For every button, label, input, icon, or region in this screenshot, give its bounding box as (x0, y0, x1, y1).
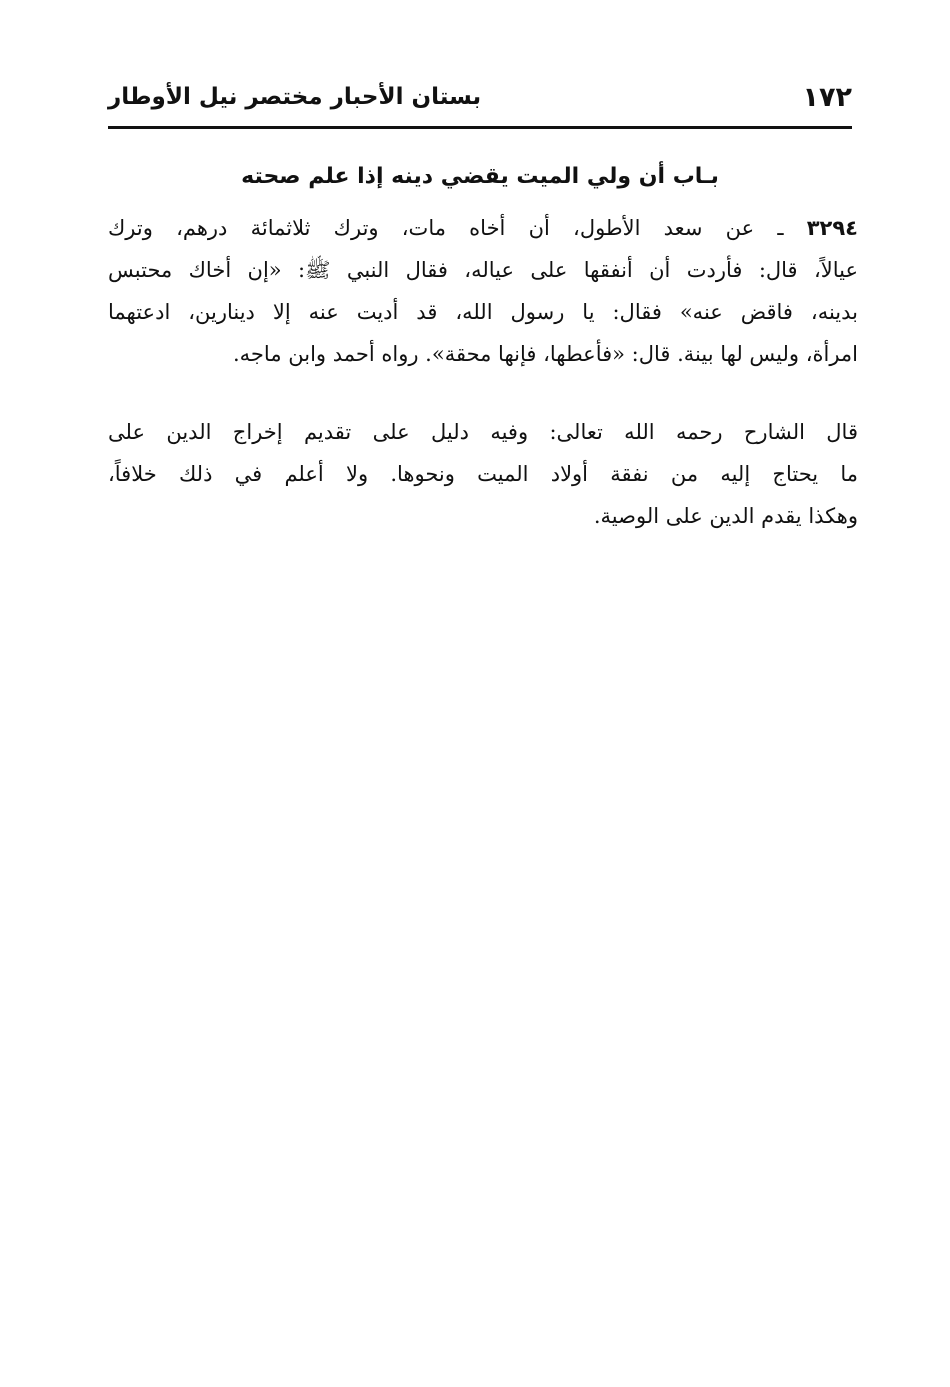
page-number: ١٧٢ (802, 82, 852, 113)
commentary-line: ما يحتاج إليه من نفقة أولاد الميت ونحوها. ولا أعلم في ذلك خلافاً، (108, 462, 858, 486)
hadith-line (108, 207, 858, 249)
hadith-line-text: ـ عن سعد الأطول، أن أخاه مات، وترك ثلاثمائة درهم، وترك (108, 216, 784, 240)
hadith-line: عيالاً، قال: فأردت أن أنفقها على عياله، فقال النبي ﷺ: «إن أخاك محتبس (108, 258, 858, 282)
hadith-line: امرأة، وليس لها بينة. قال: «فأعطها، فإنها محقة». رواه أحمد وابن ماجه. (233, 342, 858, 366)
commentary-paragraph (108, 411, 858, 537)
running-head (108, 78, 852, 122)
hadith-paragraph (108, 207, 858, 375)
hadith-number: ٣٢٩٤ (806, 216, 858, 240)
commentary-line: قال الشارح رحمه الله تعالى: وفيه دليل على تقديم إخراج الدين على (108, 420, 858, 444)
header-divider (108, 126, 852, 129)
book-title: بستان الأحبار مختصر نيل الأوطار (108, 84, 482, 110)
chapter-title: بـاب أن ولي الميت يقضي دينه إذا علم صحته (241, 164, 719, 189)
commentary-line: وهكذا يقدم الدين على الوصية. (593, 504, 858, 528)
hadith-line: بدينه، فاقض عنه» فقال: يا رسول الله، قد أديت عنه إلا دينارين، ادعتهما (108, 300, 858, 324)
